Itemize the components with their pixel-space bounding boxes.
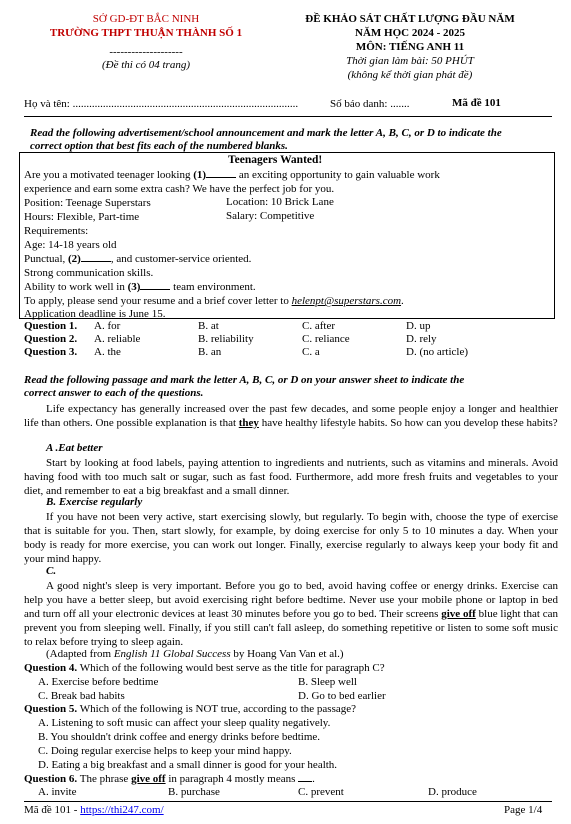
ad-line: Age: 14-18 years old — [24, 239, 117, 251]
intro-text: Life expectancy has generally increased over the past few decades, and some people enjoy a longer and healthier life than others. One possible explanation is that — [24, 403, 558, 429]
paragraph-a: Start by looking at food labels, paying attention to ingredients and nutrients, such as vitamins and minerals. Avoid having food with too much salt or sugar, such as fast food. Furthermore, add more fresh fruits and vegetables to your diet, and remember to eat a big breakfast and a small dinner. — [24, 457, 558, 497]
ad-salary: Salary: Competitive — [226, 210, 315, 222]
option-c[interactable]: C. Break bad habits — [38, 690, 125, 702]
blank-line — [206, 168, 236, 178]
school-name: TRƯỜNG THPT THUẬN THÀNH SỐ 1 — [49, 27, 243, 39]
option-a[interactable]: A. Exercise before bedtime — [38, 676, 159, 688]
option-b[interactable]: B. an — [198, 346, 222, 358]
option-d[interactable]: D. up — [406, 320, 431, 332]
option-b[interactable]: B. reliability — [198, 333, 254, 345]
option-d[interactable]: D. rely — [406, 333, 437, 345]
option-a[interactable]: A. Listening to soft music can affect your sleep quality negatively. — [38, 717, 331, 729]
ad-text: an exciting opportunity to gain valuable work — [238, 169, 440, 181]
ad-text: Are you a motivated teenager looking — [24, 169, 191, 181]
question-5 — [24, 703, 356, 716]
department-name: SỞ GD-ĐT BẮC NINH — [92, 13, 200, 25]
blank-line — [298, 772, 312, 782]
ad-line: Application deadline is June 15. — [24, 308, 166, 320]
question-label: Question 4. — [24, 662, 78, 674]
question-text: Which of the following is NOT true, according to the passage? — [79, 703, 356, 715]
candidate-id-field: Số báo danh: ....... — [330, 98, 410, 110]
heading-b: B. Exercise regularly — [46, 496, 143, 508]
ad-line: Hours: Flexible, Part-time — [24, 211, 140, 223]
blank-number: (2) — [68, 253, 81, 265]
ad-line: Requirements: — [24, 225, 89, 237]
exam-code: Mã đề 101 — [452, 97, 501, 109]
ad-line: To apply, please send your resume and a brief cover letter to helenpt@superstars.com. — [24, 295, 404, 307]
ad-line — [24, 280, 256, 294]
option-a[interactable]: A. for — [94, 320, 121, 332]
ad-line: experience and earn some extra cash? We have the perfect job for you. — [24, 183, 335, 195]
option-c[interactable]: C. after — [302, 320, 335, 332]
section2-instruction — [24, 374, 464, 400]
option-a[interactable]: A. invite — [38, 786, 77, 798]
blank-line — [140, 280, 170, 290]
ad-text: team environment. — [173, 281, 256, 293]
option-b[interactable]: B. You shouldn't drink coffee and energy drinks before bedtime. — [38, 731, 321, 743]
school-year: NĂM HỌC 2024 - 2025 — [355, 27, 465, 39]
ad-title: Teenagers Wanted! — [228, 154, 323, 166]
question-label: Question 3. — [24, 346, 78, 358]
exam-title: ĐỀ KHẢO SÁT CHẤT LƯỢNG ĐẦU NĂM — [305, 13, 515, 25]
ad-email: helenpt@superstars.com — [291, 295, 402, 307]
ad-text: To apply, please send your resume and a brief cover letter to — [24, 295, 289, 307]
question-label: Question 5. — [24, 703, 78, 715]
ad-line: Position: Teenage Superstars — [24, 197, 151, 209]
ad-line: Strong communication skills. — [24, 267, 154, 279]
question-label: Question 6. — [24, 773, 78, 785]
question-text: The phrase — [79, 773, 129, 785]
source-text: by Hoang Van Van et al.) — [233, 648, 344, 660]
source-citation — [46, 648, 344, 660]
option-c[interactable]: C. Doing regular exercise helps to keep your mind happy. — [38, 745, 292, 757]
option-b[interactable]: B. Sleep well — [298, 676, 357, 688]
option-a[interactable]: A. the — [94, 346, 121, 358]
section2-instruction-line2: correct answer to each of the questions. — [24, 387, 204, 399]
exam-time: Thời gian làm bài: 50 PHÚT — [346, 55, 474, 67]
ad-text: Punctual, — [24, 253, 66, 265]
header-divider — [24, 116, 552, 117]
header-left — [30, 12, 262, 72]
blank-number: (3) — [127, 281, 141, 293]
passage-intro — [24, 402, 558, 430]
question-4 — [24, 662, 385, 675]
footer-code — [24, 804, 164, 816]
highlight-phrase: give off — [131, 773, 166, 785]
section2-instruction-line1: Read the following passage and mark the letter A, B, C, or D on your answer sheet to indicate the — [24, 374, 465, 386]
footer-code-text: Mã đề 101 - — [24, 804, 78, 816]
question-text: in paragraph 4 mostly means — [168, 773, 296, 785]
section1-instruction-line1: Read the following advertisement/school announcement and mark the letter A, B, C, or D to indicate the — [30, 127, 502, 139]
option-d[interactable]: D. Go to bed earlier — [298, 690, 386, 702]
ad-location: Location: 10 Brick Lane — [226, 196, 334, 208]
highlight-they: they — [238, 417, 259, 429]
option-d[interactable]: D. (no article) — [406, 346, 468, 358]
heading-a: A .Eat better — [46, 442, 103, 454]
option-d[interactable]: D. Eating a big breakfast and a small dinner is good for your health. — [38, 759, 338, 771]
section1-instruction — [30, 127, 502, 153]
heading-c: C. — [46, 565, 57, 577]
intro-text: have healthy lifestyle habits. So how can you develop these habits? — [261, 417, 558, 429]
paragraph-c-text: blue light that can prevent you from sleeping well. Finally, if you still can't fall asleep, do something repetitive or listen to some soft music to relax before trying to sleep again. — [24, 608, 559, 648]
footer-link[interactable]: https://thi247.com/ — [80, 804, 164, 816]
option-c[interactable]: C. reliance — [302, 333, 350, 345]
paragraph-c-text: A good night's sleep is very important. Before you go to bed, avoid having coffee or energy drinks. Exercise can help you have a better sleep, but avoid exercising right before bedtime. Never use your mobile phone or laptop in bed and turn off all your electronic devices at least 30 minutes before you go to bed. Their screens — [24, 580, 558, 620]
question-text: Which of the following would best serve as the title for paragraph C? — [79, 662, 385, 674]
option-c[interactable]: C. a — [302, 346, 320, 358]
source-text: (Adapted from — [46, 648, 112, 660]
blank-number: (1) — [193, 169, 207, 181]
highlight-give-off: give off — [441, 608, 476, 620]
option-c[interactable]: C. prevent — [298, 786, 344, 798]
option-d[interactable]: D. produce — [428, 786, 477, 798]
candidate-name-field: Họ và tên: .................................................................................. — [24, 98, 299, 110]
source-book: English 11 Global Success — [113, 648, 231, 660]
exam-time-note: (không kể thời gian phát đề) — [347, 69, 473, 81]
ad-line — [24, 168, 440, 182]
header-right — [270, 12, 550, 82]
paragraph-b: If you have not been very active, start exercising slowly, but regularly. To begin with, choose the type of exercise that is suitable for you. Then, start slowly, for example, by doing exercise for only 5 to 10 minutes a day. When your body is ready for more exercise, you can work out longer. Finally, exercise regularly to always keep your body fit and your mind happy. — [24, 511, 558, 565]
option-a[interactable]: A. reliable — [94, 333, 141, 345]
question-label: Question 1. — [24, 320, 78, 332]
subject: MÔN: TIẾNG ANH 11 — [355, 41, 465, 53]
pages-note: (Đề thi có 04 trang) — [102, 59, 190, 71]
section1-instruction-line2: correct option that best fits each of the numbered blanks. — [30, 140, 288, 152]
ad-line — [24, 252, 251, 266]
blank-line — [81, 252, 111, 262]
question-label: Question 2. — [24, 333, 78, 345]
page-number: Page 1/4 — [504, 804, 543, 816]
header-dashes: -------------------- — [109, 46, 183, 58]
question-6: Question 6. The phrase give off in paragraph 4 mostly means . — [24, 773, 315, 785]
option-b[interactable]: B. purchase — [168, 786, 220, 798]
option-b[interactable]: B. at — [198, 320, 219, 332]
ad-text: , and customer-service oriented. — [110, 253, 252, 265]
footer-divider — [24, 801, 552, 802]
ad-text: Ability to work well in — [24, 281, 125, 293]
paragraph-c — [24, 579, 558, 649]
